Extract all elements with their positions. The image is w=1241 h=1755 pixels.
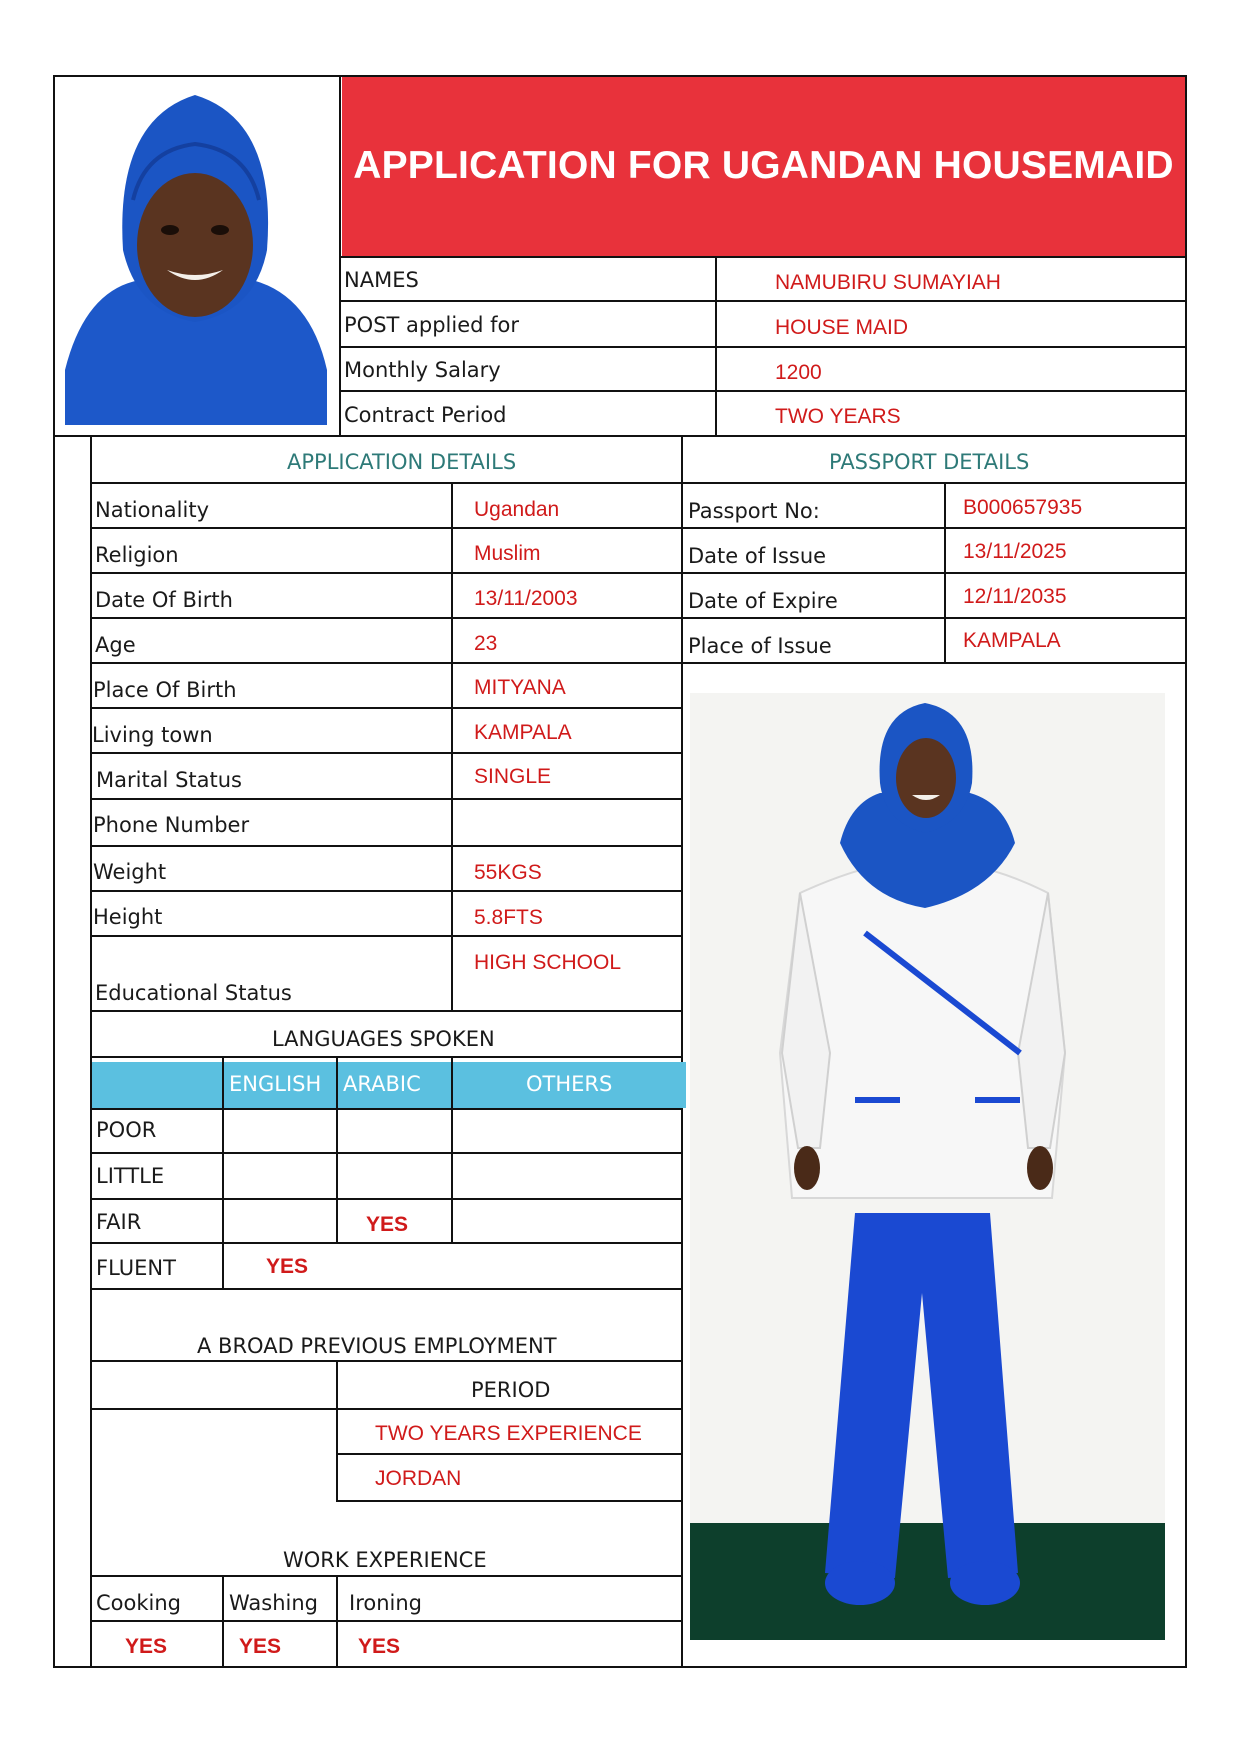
- rule: [90, 617, 1187, 619]
- passport-no-value: B000657935: [963, 496, 1083, 519]
- post-value: HOUSE MAID: [775, 316, 909, 339]
- date-of-expire-label: Date of Expire: [688, 589, 838, 613]
- religion-label: Religion: [95, 543, 179, 567]
- nationality-label: Nationality: [95, 498, 210, 522]
- marital-status-label: Marital Status: [96, 768, 242, 792]
- post-label: POST applied for: [344, 313, 520, 337]
- rule: [944, 482, 946, 664]
- level-poor: POOR: [96, 1118, 157, 1142]
- level-fair: FAIR: [96, 1210, 142, 1234]
- dob-label: Date Of Birth: [95, 588, 233, 612]
- portrait-photo: [55, 80, 337, 425]
- document-title: [342, 76, 1185, 256]
- marital-status-value: SINGLE: [474, 765, 552, 788]
- living-town-value: KAMPALA: [474, 721, 572, 744]
- arabic-fair-yes: YES: [366, 1213, 409, 1236]
- rule: [90, 527, 1187, 529]
- rule: [90, 1408, 683, 1410]
- date-of-expire-value: 12/11/2035: [963, 585, 1067, 608]
- nationality-value: Ugandan: [474, 498, 560, 521]
- place-of-birth-label: Place Of Birth: [93, 678, 237, 702]
- middle-divider: [681, 435, 683, 1668]
- rule: [339, 390, 1187, 392]
- rule: [90, 1010, 683, 1012]
- period-label: PERIOD: [471, 1378, 551, 1402]
- rule: [336, 1575, 338, 1668]
- date-of-issue-label: Date of Issue: [688, 544, 827, 568]
- rule: [715, 256, 717, 436]
- country-value: JORDAN: [375, 1467, 462, 1490]
- passport-no-label: Passport No:: [688, 499, 820, 523]
- rule: [90, 752, 683, 754]
- rule: [90, 798, 683, 800]
- work-experience-heading: WORK EXPERIENCE: [283, 1548, 487, 1572]
- english-column-header: ENGLISH: [229, 1072, 322, 1096]
- level-little: LITTLE: [96, 1164, 165, 1188]
- rule: [90, 1620, 683, 1622]
- contract-label: Contract Period: [344, 403, 507, 427]
- salary-label: Monthly Salary: [344, 358, 501, 382]
- rule: [90, 572, 1187, 574]
- level-fluent: FLUENT: [96, 1256, 176, 1280]
- frame-left-border: [53, 75, 55, 1668]
- rule: [90, 1288, 683, 1290]
- rule: [336, 1360, 338, 1502]
- dob-value: 13/11/2003: [474, 587, 578, 610]
- title-text: APPLICATION FOR UGANDAN HOUSEMAID: [353, 144, 1174, 187]
- rule: [339, 346, 1187, 348]
- weight-value: 55KGS: [474, 861, 542, 884]
- rule: [336, 1056, 338, 1244]
- place-of-birth-value: MITYANA: [474, 676, 566, 699]
- rule: [90, 935, 683, 937]
- photo-right-border: [339, 75, 341, 435]
- contract-value: TWO YEARS: [775, 405, 901, 428]
- weight-label: Weight: [93, 860, 167, 884]
- height-label: Height: [93, 905, 163, 929]
- phone-number-label: Phone Number: [93, 813, 250, 837]
- washing-label: Washing: [229, 1591, 319, 1615]
- rule: [90, 1242, 683, 1244]
- rule: [451, 482, 453, 1012]
- date-of-issue-value: 13/11/2025: [963, 540, 1067, 563]
- rule: [90, 1575, 683, 1577]
- place-of-issue-label: Place of Issue: [688, 634, 832, 658]
- living-town-label: Living town: [92, 723, 213, 747]
- others-column-header: OTHERS: [526, 1072, 613, 1096]
- cooking-label: Cooking: [96, 1591, 181, 1615]
- rule: [90, 1056, 683, 1058]
- languages-heading: LANGUAGES SPOKEN: [272, 1027, 495, 1051]
- left-table-border: [90, 435, 92, 1668]
- rule: [90, 707, 683, 709]
- rule: [90, 1198, 683, 1200]
- frame-right-border: [1185, 75, 1187, 1668]
- rule: [90, 1152, 683, 1154]
- full-body-photo: [690, 693, 1165, 1640]
- employment-heading: A BROAD PREVIOUS EMPLOYMENT: [197, 1334, 557, 1358]
- rule: [90, 482, 1187, 484]
- rule: [90, 845, 683, 847]
- english-fluent-yes: YES: [266, 1255, 309, 1278]
- rule: [336, 1500, 683, 1502]
- rule: [90, 662, 1187, 664]
- religion-value: Muslim: [474, 542, 541, 565]
- ironing-label: Ironing: [349, 1591, 422, 1615]
- rule: [222, 1575, 224, 1668]
- education-label: Educational Status: [95, 981, 292, 1005]
- washing-yes: YES: [239, 1635, 282, 1658]
- rule: [451, 1056, 453, 1244]
- rule: [90, 890, 683, 892]
- rule: [339, 300, 1187, 302]
- age-value: 23: [474, 632, 498, 655]
- place-of-issue-value: KAMPALA: [963, 629, 1061, 652]
- frame-top-border: [53, 75, 1187, 77]
- age-label: Age: [95, 633, 136, 657]
- names-label: NAMES: [344, 268, 419, 292]
- experience-value: TWO YEARS EXPERIENCE: [375, 1422, 642, 1445]
- salary-value: 1200: [775, 361, 822, 384]
- arabic-column-header: ARABIC: [343, 1072, 421, 1096]
- names-value: NAMUBIRU SUMAYIAH: [775, 271, 1001, 294]
- rule: [53, 435, 1187, 437]
- height-value: 5.8FTS: [474, 906, 543, 929]
- rule: [339, 256, 1187, 258]
- rule: [90, 1360, 683, 1362]
- rule: [90, 1108, 683, 1110]
- application-details-heading: APPLICATION DETAILS: [287, 450, 517, 474]
- rule: [336, 1453, 683, 1455]
- education-value: HIGH SCHOOL: [474, 951, 622, 974]
- cooking-yes: YES: [125, 1635, 168, 1658]
- passport-details-heading: PASSPORT DETAILS: [829, 450, 1030, 474]
- rule: [222, 1056, 224, 1290]
- ironing-yes: YES: [358, 1635, 401, 1658]
